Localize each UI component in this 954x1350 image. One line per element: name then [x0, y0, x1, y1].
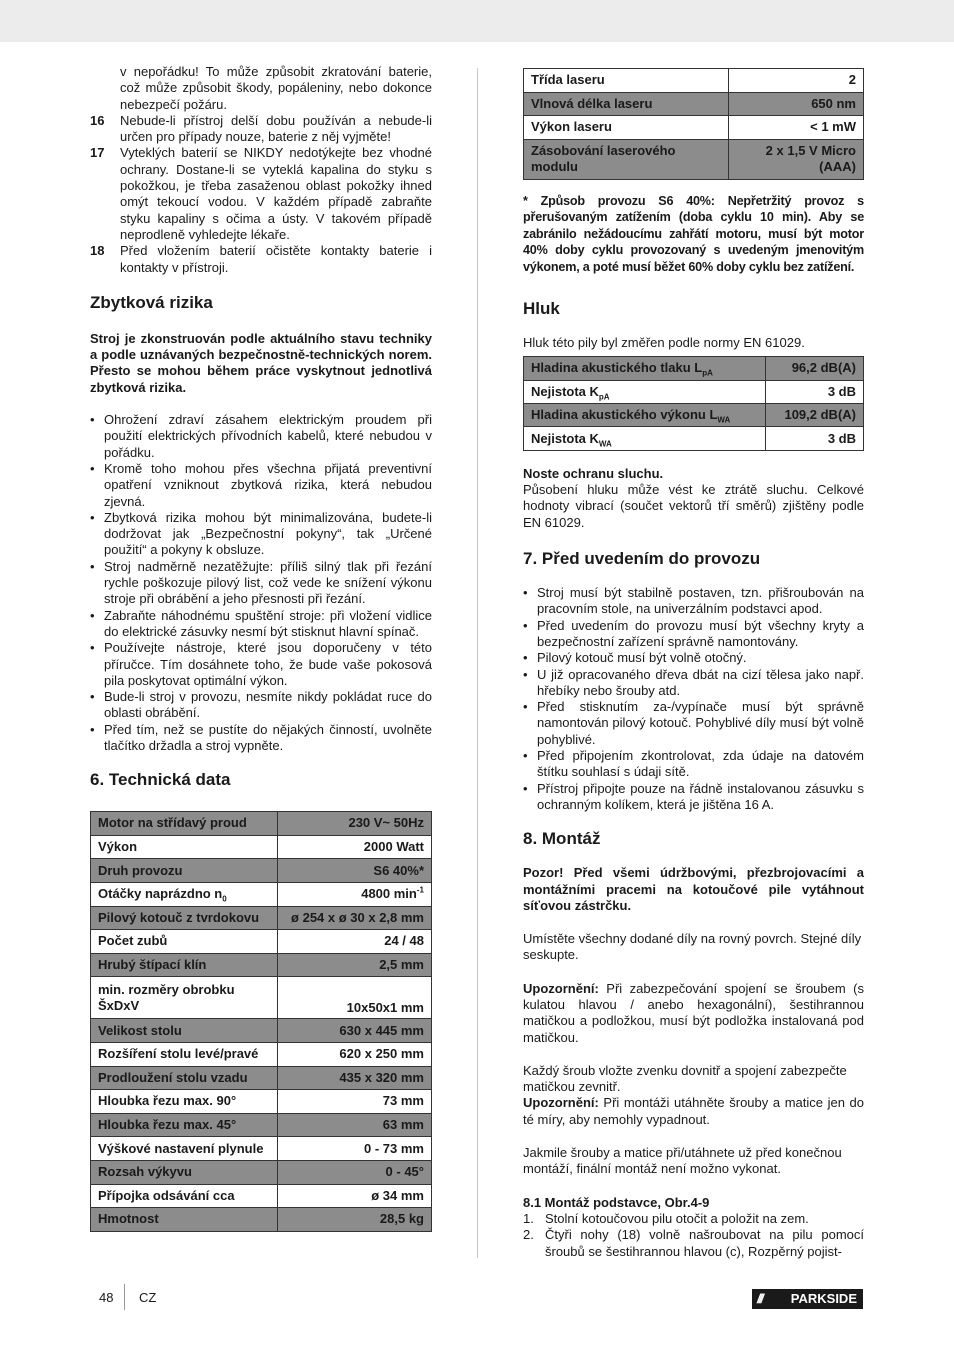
- table-row: Hloubka řezu max. 45° 63 mm: [91, 1113, 432, 1137]
- laser-data-table: [523, 68, 864, 180]
- noise-intro: Hluk této pily byl změřen podle normy EN 61029.: [523, 335, 805, 350]
- table-row: Prodloužení stolu vzadu 435 x 320 mm: [91, 1066, 432, 1090]
- list-item: • Bude-li stroj v provozu, nesmíte nikdy pokládat ruce do oblasti obrábění.: [90, 689, 432, 722]
- table-row: Hmotnost 28,5 kg: [91, 1208, 432, 1232]
- list-item: • Stroj musí být stabilně postaven, tzn. přišroubován na pracovním stole, na univerzálním podstavci apod.: [523, 585, 864, 618]
- table-row: Hladina akustického tlaku $L_{pA}$ 96,2 dB(A): [524, 357, 864, 380]
- list-item: • Stroj nadměrně nezatěžujte: příliš silný tlak při řezání rychle poškozuje pilový list, což vede ke snížení výkonu stroje při obrábění a jeho přesnosti při řezání.: [90, 559, 432, 608]
- list-item: • Přístroj připojte pouze na řádně instalovanou zásuvku s ochranným kolíkem, která je jištěna 16 A.: [523, 781, 864, 814]
- table-row: Hladina akustického výkonu $L_{WA}$ 109,2 dB(A): [524, 404, 864, 427]
- page-number: 48: [99, 1290, 114, 1305]
- table-row: Třída laseru 2: [524, 69, 864, 93]
- s6-footnote: * Způsob provozu S6 40%: Nepřetržitý provoz s přerušovaným zatížením (doba cyklu 10 min). Aby se zabránilo nežádoucímu zahřátí motoru, musí být motor 40% doby cyklu provozovaný s uvedeným jmenovitým výkonem, a poté musí běžet 60% doby cyklu bez zatížení.: [523, 193, 864, 274]
- table-row: Hrubý štípací klín 2,5 mm: [91, 953, 432, 977]
- startup-heading: 7. Před uvedením do provozu: [523, 549, 761, 569]
- assembly-heading: 8. Montáž: [523, 829, 601, 849]
- list-item: • Před připojením zkontrolovat, zda údaje na datovém štítku souhlasí s údaji sítě.: [523, 748, 864, 781]
- assembly-warning: Pozor! Před všemi údržbovými, přezbrojovacími a montážními pracemi na kotoučové pile vytáhnout síťovou zástrčku.: [523, 865, 864, 913]
- residual-risks-heading: Zbytková rizika: [90, 292, 213, 312]
- table-row: Motor na střídavý proud 230 V~ 50Hz: [91, 812, 432, 836]
- list-item: • Před stisknutím za-/vypínače musí být správně namontován pilový kotouč. Pohyblivé díly musí být volně pohyblivé.: [523, 699, 864, 748]
- table-row: Hloubka řezu max. 90° 73 mm: [91, 1090, 432, 1114]
- logo-slashes-icon: ///: [757, 1291, 762, 1306]
- noise-heading: Hluk: [523, 299, 560, 318]
- assembly-note: Upozornění: Při montáži utáhněte šrouby a matice jen do té míry, aby nemohly vypadnout.: [523, 1095, 864, 1127]
- residual-risks-list: [90, 412, 432, 754]
- list-item: • Před tím, než se pustíte do nějakých činností, uvolněte tlačítko držadla a stroj vypněte.: [90, 722, 432, 755]
- table-row: Pilový kotouč z tvrdokovu ø 254 x ø 30 x 2,8 mm: [91, 906, 432, 930]
- assembly-paragraph: Umístěte všechny dodané díly na rovný povrch. Stejné díly seskupte.: [523, 931, 862, 963]
- table-row: Nejistota $K_{pA}$ 3 dB: [524, 380, 864, 403]
- list-item: • Pilový kotouč musí být volně otočný.: [523, 650, 864, 666]
- table-row: Výškové nastavení plynule 0 - 73 mm: [91, 1137, 432, 1161]
- assembly-note: Upozornění: Při zabezpečování spojení se šroubem (s kulatou hlavou / anebo hexagonální), šestihrannou matičkou a podložkou, musí být podložka instalovaná pod matičkou.: [523, 980, 864, 1045]
- table-row: Rozsah výkyvu 0 - 45°: [91, 1161, 432, 1185]
- table-row: Rozšíření stolu levé/pravé 620 x 250 mm: [91, 1043, 432, 1067]
- list-item: • U již opracovaného dřeva dbát na cizí tělesa jako např. hřebíky nebo šrouby atd.: [523, 667, 864, 700]
- table-row: Počet zubů 24 / 48: [91, 930, 432, 954]
- list-item: 17 Vyteklých baterií se NIKDY nedotýkejte bez vhodné ochrany. Dostane-li se vyteklá kapalina do styku s pokožkou, je třeba zasaženou oblast pokožky ihned omýt tekoucí vodou. V každém případě zabraňte styku kapaliny s očima a ústy. V takovém případě neprodleně vyhledejte lékaře.: [90, 145, 432, 242]
- list-item: • Používejte nástroje, které jsou doporučeny v této příručce. Tím dosáhnete toho, že bude vaše pokosová pila poskytovat optimální výkon.: [90, 640, 432, 689]
- stand-assembly-heading: 8.1 Montáž podstavce, Obr.4-9: [523, 1194, 710, 1210]
- table-row: Výkon 2000 Watt: [91, 835, 432, 859]
- residual-risks-intro: Stroj je zkonstruován podle aktuálního stavu techniky a podle uznávaných bezpečnostně-technických norem. Přesto se mohou během práce vyskytnout jednotlivá zbytková rizika.: [90, 330, 432, 395]
- table-row: Otáčky naprázdno $n_0$ 4800 $\min^{-1}$: [91, 883, 432, 907]
- continued-text: v nepořádku! To může způsobit zkratování baterie, což může způsobit škody, popáleniny, nebo dokonce nebezpečí požáru.: [120, 64, 432, 112]
- table-row: Nejistota $K_{WA}$ 3 dB: [524, 427, 864, 450]
- technical-data-heading: 6. Technická data: [90, 770, 231, 790]
- assembly-steps: [523, 1211, 864, 1260]
- list-item: • Kromě toho mohou přes všechna přijatá preventivní opatření vzniknout zbytková rizika, která nebudou zjevná.: [90, 461, 432, 510]
- noise-data-table: [523, 356, 864, 451]
- brand-name: PARKSIDE: [790, 1291, 857, 1306]
- table-row: min. rozměry obrobku ŠxDxV 10x50x1 mm: [91, 977, 432, 1019]
- column-divider: [477, 68, 478, 1258]
- list-item: 18 Před vložením baterií očistěte kontakty baterie i kontakty v přístroji.: [90, 243, 432, 275]
- list-item: • Před uvedením do provozu musí být všechny kryty a bezpečnostní zařízení správně namontovány.: [523, 618, 864, 651]
- table-row: Vlnová délka laseru 650 nm: [524, 92, 864, 116]
- assembly-paragraph: Každý šroub vložte zvenku dovnitř a spojení zabezpečte matičkou zevnitř.: [523, 1062, 847, 1095]
- list-item: • Ohrožení zdraví zásahem elektrickým proudem při použití elektrických přívodních kabelů, které nebudou v pořádku.: [90, 412, 432, 461]
- language-code: CZ: [139, 1290, 157, 1305]
- table-row: Výkon laseru < 1 mW: [524, 116, 864, 140]
- startup-list: [523, 585, 864, 813]
- footer-divider: [124, 1284, 125, 1310]
- list-item: 16 Nebude-li přístroj delší dobu používán a nebude-li určen pro případy nouze, baterie z něj vyjměte!: [90, 112, 432, 145]
- numbered-items: [90, 113, 432, 276]
- assembly-paragraph: Jakmile šrouby a matice při/utáhnete už před konečnou montáží, finální montáž není možno vykonat.: [523, 1145, 842, 1177]
- table-row: Velikost stolu 630 x 445 mm: [91, 1019, 432, 1043]
- left-column: [90, 64, 432, 1232]
- list-item: • Zabraňte náhodnému spuštění stroje: při vložení vidlice do elektrické zásuvky nesmí být stisknut hlavní spínač.: [90, 608, 432, 641]
- table-row: Druh provozu S6 40%*: [91, 859, 432, 883]
- right-column: [523, 68, 864, 1260]
- top-bar: [0, 0, 954, 42]
- list-item: 2. Čtyři nohy (18) volně našroubovat na pilu pomocí šroubů se šestihrannou hlavou (c), Rozpěrný pojist-: [523, 1227, 864, 1259]
- list-item: 1. Stolní kotoučovou pilu otočit a položit na zem.: [523, 1210, 809, 1226]
- table-row: Přípojka odsávání cca ø 34 mm: [91, 1184, 432, 1208]
- parkside-logo: [752, 1289, 863, 1309]
- technical-data-table: [90, 811, 432, 1232]
- table-row: Zásobování laserového modulu 2 x 1,5 V Micro (AAA): [524, 139, 864, 179]
- hearing-protection-text: Působení hluku může vést ke ztrátě sluchu. Celkové hodnoty vibrací (součet vektorů tří směrů) zjištěny podle EN 61029.: [523, 482, 864, 530]
- list-item: • Zbytková rizika mohou být minimalizována, budete-li dodržovat jak „Bezpečnostní pokyny“, tak „Určené použití“ a pokyny k obsluze.: [90, 510, 432, 559]
- hearing-protection-title: Noste ochranu sluchu.: [523, 465, 664, 481]
